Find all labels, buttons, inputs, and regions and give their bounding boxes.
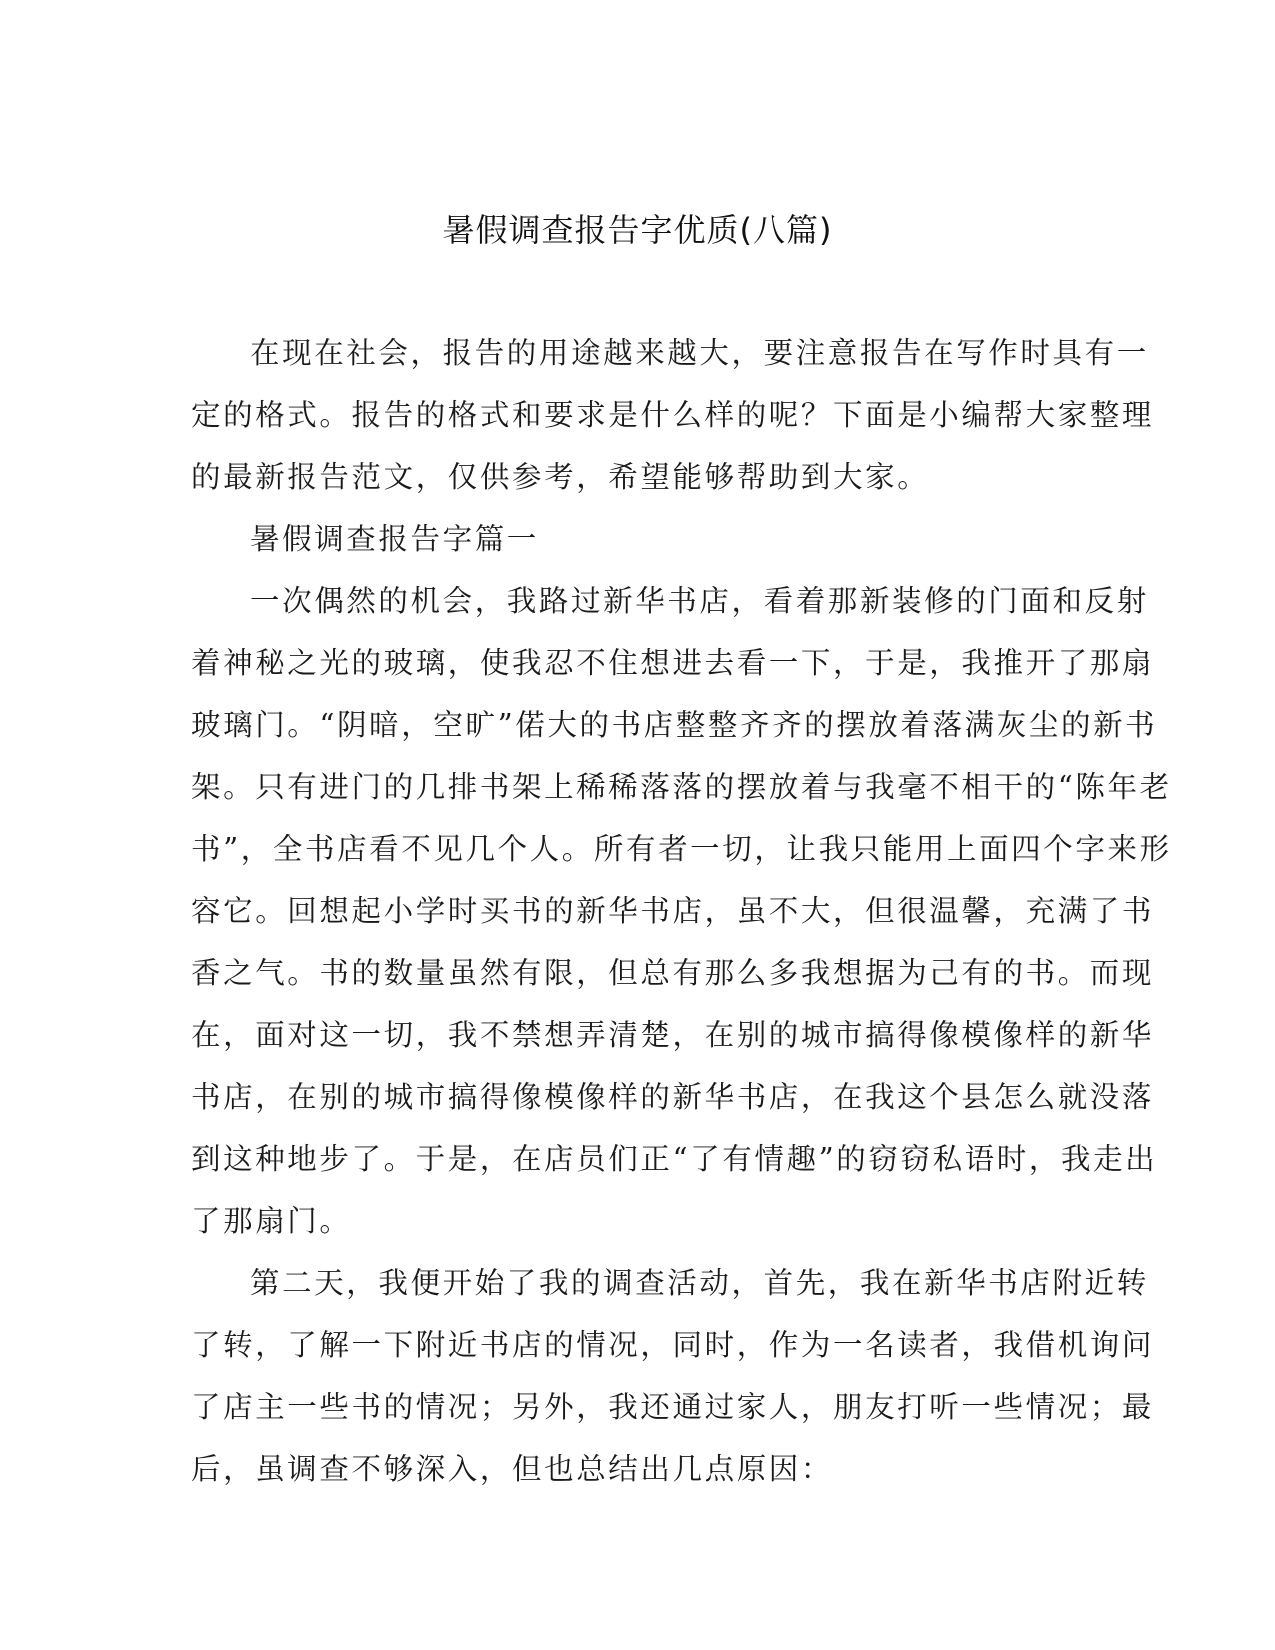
text-line: 到这种地步了。于是，在店员们正“了有情趣”的窃窃私语时，我走出 bbox=[191, 1142, 1158, 1176]
text-line: 香之气。书的数量虽然有限，但总有那么多我想据为己有的书。而现 bbox=[191, 956, 1155, 990]
page-title: 暑假调查报告字优质(八篇) bbox=[442, 211, 833, 249]
text-line: 的最新报告范文，仅供参考，希望能够帮助到大家。 bbox=[191, 460, 930, 494]
text-line: 书店，在别的城市搞得像模像样的新华书店，在我这个县怎么就没落 bbox=[191, 1080, 1155, 1114]
text-line: 着神秘之光的玻璃，使我忍不住想进去看一下，于是，我推开了那扇 bbox=[191, 646, 1155, 680]
text-line: 容它。回想起小学时买书的新华书店，虽不大，但很温馨，充满了书 bbox=[191, 894, 1155, 928]
text-line: 一次偶然的机会，我路过新华书店，看着那新装修的门面和反射 bbox=[250, 584, 1149, 618]
text-line: 定的格式。报告的格式和要求是什么样的呢？下面是小编帮大家整理 bbox=[191, 398, 1155, 432]
text-line: 第二天，我便开始了我的调查活动，首先，我在新华书店附近转 bbox=[250, 1266, 1149, 1300]
section-heading bbox=[191, 508, 1081, 570]
text-line: 玻璃门。“阴暗，空旷”偌大的书店整整齐齐的摆放着落满灰尘的新书 bbox=[191, 708, 1158, 742]
text-line: 了转，了解一下附近书店的情况，同时，作为一名读者，我借机询问 bbox=[191, 1328, 1155, 1362]
paragraph-1 bbox=[191, 570, 1172, 1252]
text-line: 后，虽调查不够深入，但也总结出几点原因： bbox=[191, 1452, 834, 1486]
text-line: 在，面对这一切，我不禁想弄清楚，在别的城市搞得像模像样的新华 bbox=[191, 1018, 1155, 1052]
text-line: 了店主一些书的情况；另外，我还通过家人，朋友打听一些情况；最 bbox=[191, 1390, 1155, 1424]
text-line: 架。只有进门的几排书架上稀稀落落的摆放着与我毫不相干的“陈年老 bbox=[191, 770, 1172, 804]
intro-paragraph bbox=[191, 322, 1155, 508]
section-heading-text: 暑假调查报告字篇一 bbox=[250, 522, 539, 556]
paragraph-2 bbox=[191, 1252, 1155, 1500]
text-line: 了那扇门。 bbox=[191, 1204, 352, 1238]
document-body bbox=[191, 322, 1172, 1500]
text-line: 书”，全书店看不见几个人。所有者一切，让我只能用上面四个字来形 bbox=[191, 832, 1172, 866]
text-line: 在现在社会，报告的用途越来越大，要注意报告在写作时具有一 bbox=[250, 336, 1149, 370]
